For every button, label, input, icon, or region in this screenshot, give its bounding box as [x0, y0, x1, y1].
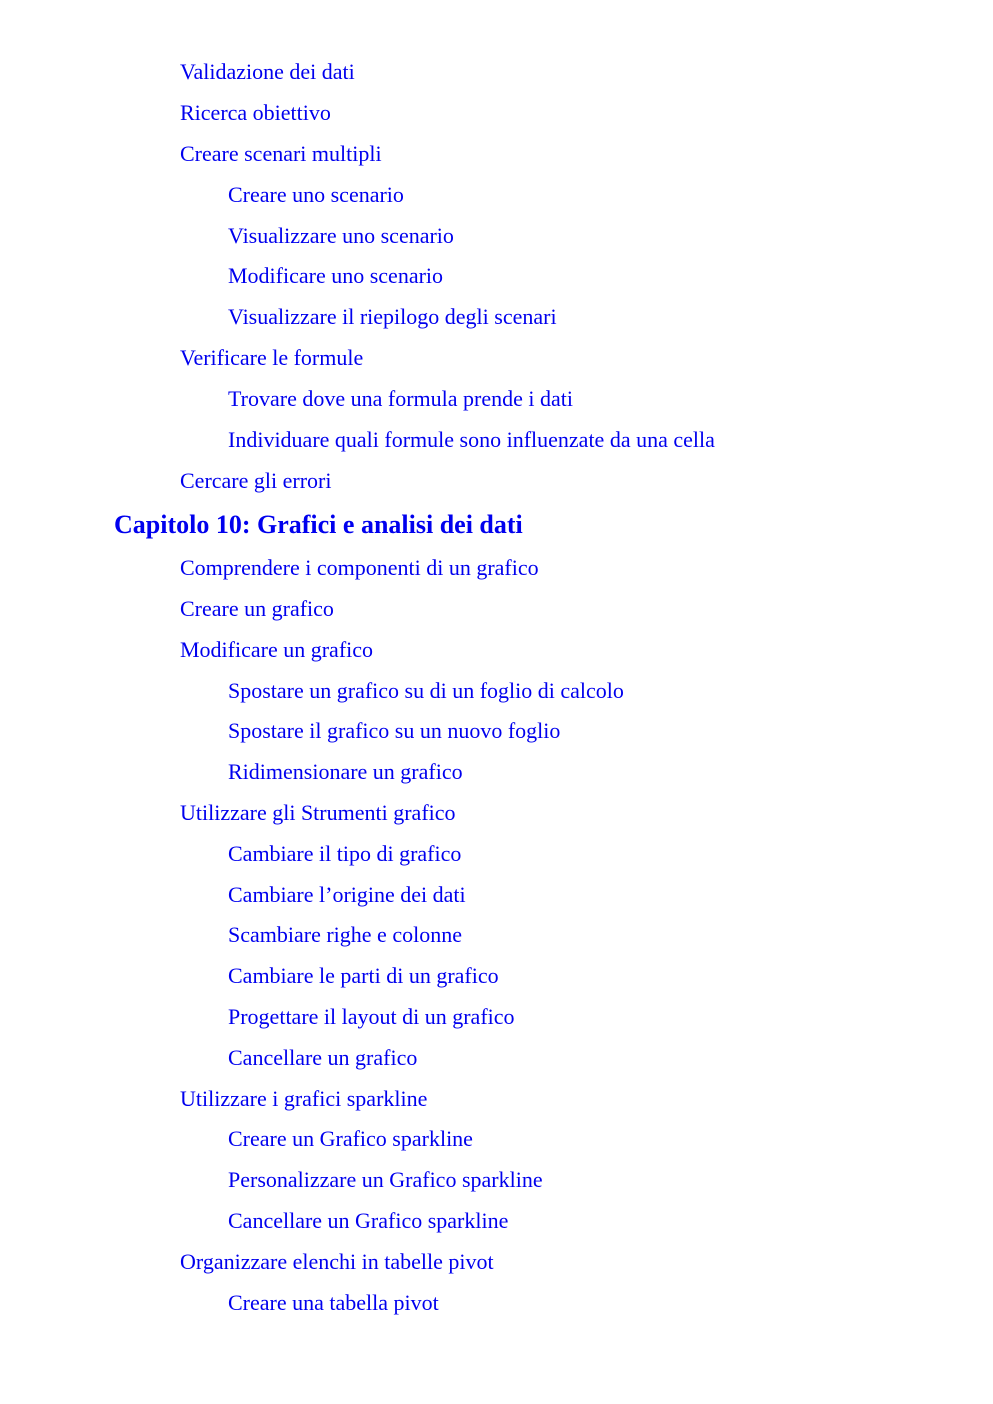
toc-subsection-link[interactable]: Creare uno scenario [228, 182, 404, 207]
toc-section-link[interactable]: Utilizzare gli Strumenti grafico [180, 800, 456, 825]
toc-subsection-link[interactable]: Cancellare un Grafico sparkline [228, 1208, 509, 1233]
toc-section-link[interactable]: Organizzare elenchi in tabelle pivot [180, 1249, 494, 1274]
toc-section-link[interactable]: Modificare un grafico [180, 637, 374, 662]
toc-subsection-link[interactable]: Progettare il layout di un grafico [228, 1004, 515, 1029]
toc-subsection-link[interactable]: Visualizzare il riepilogo degli scenari [228, 304, 557, 329]
toc-section-link[interactable]: Validazione dei dati [180, 59, 355, 84]
toc-subsection-link[interactable]: Creare un Grafico sparkline [228, 1126, 473, 1151]
toc-section-link[interactable]: Utilizzare i grafici sparkline [180, 1086, 428, 1111]
toc-subsection-link[interactable]: Personalizzare un Grafico sparkline [228, 1167, 543, 1192]
toc-subsection-link[interactable]: Cambiare il tipo di grafico [228, 841, 462, 866]
toc-subsection-link[interactable]: Spostare il grafico su un nuovo foglio [228, 718, 561, 743]
toc-subsection-link[interactable]: Spostare un grafico su di un foglio di calcolo [228, 678, 624, 703]
toc-subsection-link[interactable]: Cancellare un grafico [228, 1045, 418, 1070]
toc-section-link[interactable]: Cercare gli errori [180, 468, 332, 493]
toc-section-link[interactable]: Verificare le formule [180, 345, 364, 370]
toc-section-link[interactable]: Ricerca obiettivo [180, 100, 331, 125]
toc-subsection-link[interactable]: Scambiare righe e colonne [228, 922, 462, 947]
toc-section-link[interactable]: Comprendere i componenti di un grafico [180, 555, 539, 580]
toc-section-link[interactable]: Creare un grafico [180, 596, 334, 621]
toc-subsection-link[interactable]: Trovare dove una formula prende i dati [228, 386, 573, 411]
toc-subsection-link[interactable]: Cambiare l’origine dei dati [228, 882, 466, 907]
toc-subsection-link[interactable]: Individuare quali formule sono influenzate da una cella [228, 427, 715, 452]
toc-subsection-link[interactable]: Visualizzare uno scenario [228, 223, 454, 248]
toc-subsection-link[interactable]: Modificare uno scenario [228, 263, 444, 288]
toc-section-link[interactable]: Creare scenari multipli [180, 141, 382, 166]
toc-subsection-link[interactable]: Ridimensionare un grafico [228, 759, 463, 784]
toc-subsection-link[interactable]: Creare una tabella pivot [228, 1290, 439, 1315]
toc-chapter-link[interactable]: Capitolo 10: Grafici e analisi dei dati [114, 510, 523, 539]
toc-subsection-link[interactable]: Cambiare le parti di un grafico [228, 963, 499, 988]
